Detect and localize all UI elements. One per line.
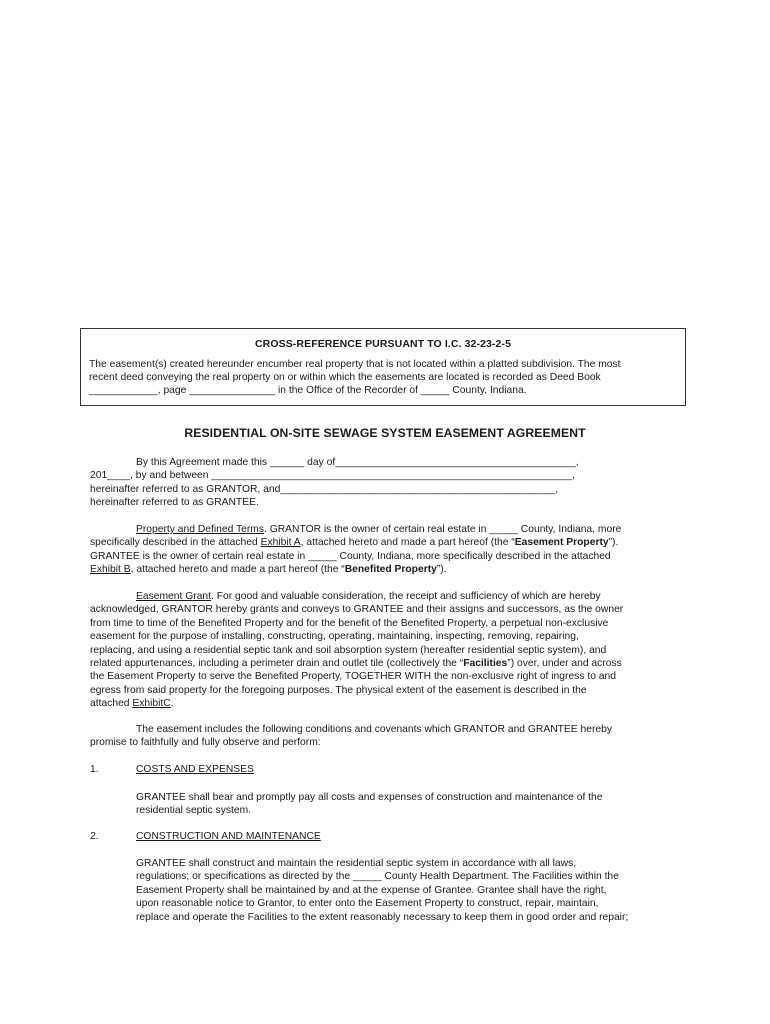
intro-line: hereinafter referred to as GRANTEE. <box>90 497 259 509</box>
property-line-1 <box>90 523 675 536</box>
property-text: . GRANTOR is the owner of certain real estate in _____ County, Indiana, more <box>264 524 622 535</box>
cross-reference-line: recent deed conveying the real property on or within which the easements are located is recorded as Deed Book <box>89 372 601 383</box>
grant-text: . <box>170 698 174 710</box>
benefited-property-term: Benefited Property <box>344 564 437 576</box>
property-text: specifically described in the attached <box>90 537 261 549</box>
property-line-3: GRANTEE is the owner of certain real estate in _____ County, Indiana, more specifically described in the attached <box>90 550 611 562</box>
conditions-line: promise to faithfully and fully observe and perform: <box>90 737 321 749</box>
section-2-line: regulations; or specifications as directed by the _____ County Health Department. The Facilities within the <box>136 871 619 883</box>
section-2-body <box>136 857 681 924</box>
grant-paragraph <box>90 590 675 711</box>
exhibit-b-ref: Exhibit B <box>90 564 131 576</box>
section-1-line: residential septic system. <box>136 805 252 817</box>
cross-reference-box <box>80 328 686 406</box>
intro-paragraph <box>90 456 675 510</box>
grant-line-1 <box>90 590 675 603</box>
section-2-heading: CONSTRUCTION AND MAINTENANCE <box>136 831 321 842</box>
property-text: , attached hereto and made a part hereof (the “ <box>300 537 515 549</box>
conditions-line: The easement includes the following conditions and covenants which GRANTOR and GRANTEE hereby <box>136 724 612 735</box>
exhibit-c-ref: ExhibitC <box>132 698 171 710</box>
exhibit-a-ref: Exhibit A <box>260 537 301 549</box>
grant-text: . For good and valuable consideration, the receipt and sufficiency of which are hereby <box>210 591 601 602</box>
grant-text: ”) over, under and across <box>507 658 622 670</box>
section-1-body <box>136 791 681 818</box>
grant-heading: Easement Grant <box>136 591 211 602</box>
grant-text: related appurtenances, including a perimeter drain and outlet tile (collectively the “ <box>90 658 464 670</box>
section-2-line: Easement Property shall be maintained by and at the expense of Grantee. Grantee shall have the right, <box>136 884 607 896</box>
agreement-title: RESIDENTIAL ON-SITE SEWAGE SYSTEM EASEMENT AGREEMENT <box>184 426 586 440</box>
grant-line-6 <box>90 657 675 670</box>
property-line-2 <box>90 536 675 549</box>
property-heading: Property and Defined Terms <box>136 524 265 535</box>
property-paragraph <box>90 523 675 577</box>
property-text: , attached hereto and made a part hereof (the “ <box>130 564 345 576</box>
cross-reference-body <box>89 358 677 397</box>
cross-reference-line: The easement(s) created hereunder encumber real property that is not located within a platted subdivision. The most <box>89 359 621 370</box>
section-2-line: replace and operate the Facilities to the extent reasonably necessary to keep them in good order and repair; <box>136 911 629 923</box>
section-2-number: 2. <box>90 831 99 842</box>
grant-line-9 <box>90 697 675 710</box>
property-line-4 <box>90 563 675 576</box>
grant-line: acknowledged, GRANTOR hereby grants and conveys to GRANTEE and their assigns and successors, as the owner <box>90 604 624 616</box>
intro-line: 201____, by and between _______________________________________________________________, <box>90 470 576 482</box>
intro-line: hereinafter referred to as GRANTOR, and________________________________________________, <box>90 483 559 495</box>
section-2-line: upon reasonable notice to Grantor, to enter onto the Easement Property to construct, repair, maintain, <box>136 898 599 910</box>
grant-line: easement for the purpose of installing, constructing, operating, maintaining, inspecting, removing, repairing, <box>90 631 579 643</box>
cross-reference-title: CROSS-REFERENCE PURSUANT TO I.C. 32-23-2-5 <box>254 338 512 350</box>
grant-line: the Easement Property to serve the Benefited Property, TOGETHER WITH the non-exclusive right of ingress to and <box>90 671 616 683</box>
facilities-term: Facilities <box>463 658 508 670</box>
section-1-number: 1. <box>90 764 99 775</box>
grant-line: from time to time of the Benefited Property and for the benefit of the Benefited Property, a perpetual non-exclusive <box>90 617 609 629</box>
section-1-heading: COSTS AND EXPENSES <box>136 764 254 775</box>
grant-line: egress from said property for the foregoing purposes. The physical extent of the easement is described in the <box>90 684 587 696</box>
section-1-line: GRANTEE shall bear and promptly pay all costs and expenses of construction and maintenance of the <box>136 792 603 803</box>
cross-reference-line: ____________, page _______________ in the Office of the Recorder of _____ County, Indiana. <box>89 385 527 396</box>
property-text: ”). <box>608 537 619 549</box>
conditions-paragraph <box>90 723 675 750</box>
easement-property-term: Easement Property <box>514 537 609 549</box>
grant-line: replacing, and using a residential septic tank and soil absorption system (hereafter residential septic system), and <box>90 644 607 656</box>
property-text: ”). <box>436 564 447 576</box>
intro-line: By this Agreement made this ______ day of__________________________________________, <box>136 457 579 468</box>
grant-text: attached <box>90 698 133 710</box>
section-2-line: GRANTEE shall construct and maintain the residential septic system in accordance with all laws, <box>136 858 577 869</box>
